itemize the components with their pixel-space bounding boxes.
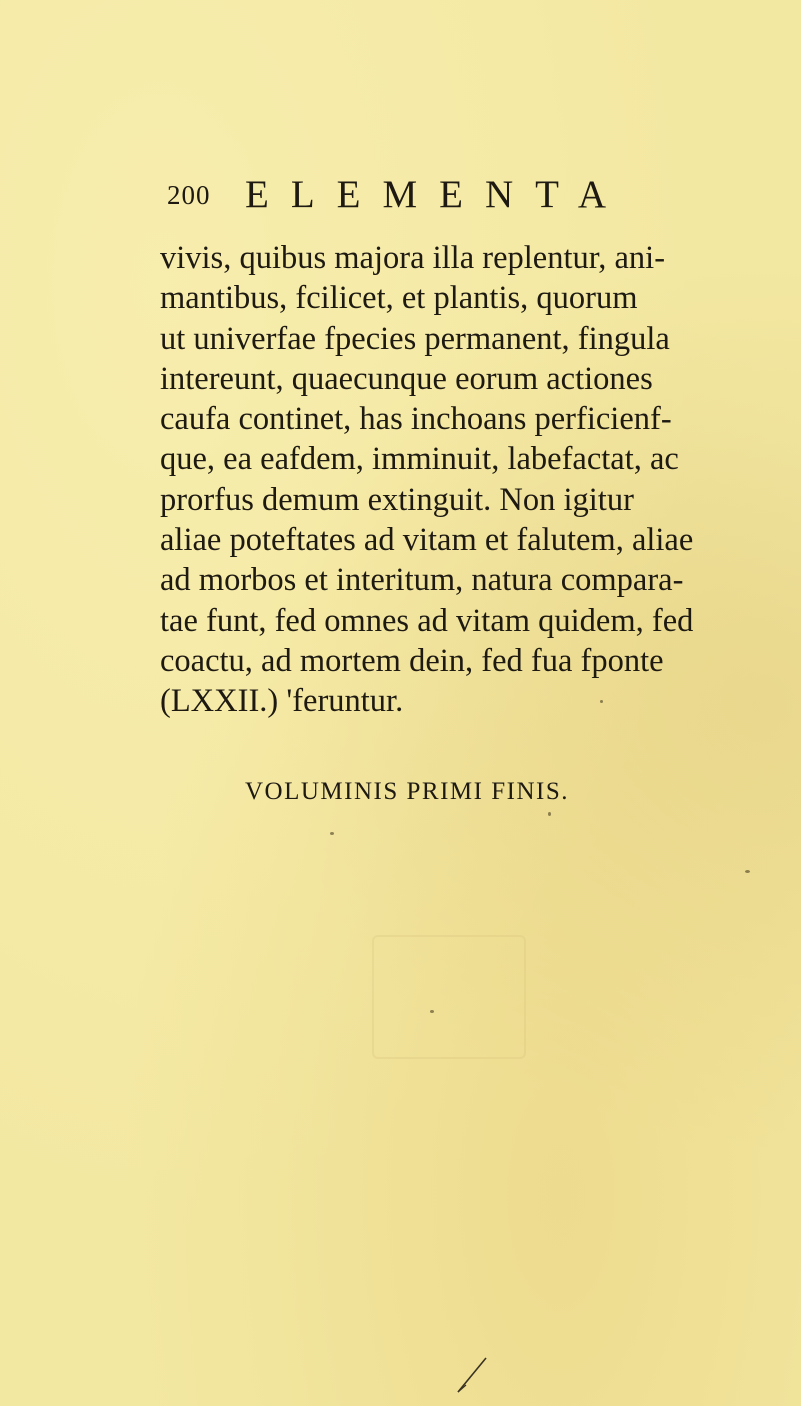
bleed-through-stamp bbox=[372, 935, 526, 1059]
text-line: que, ea eafdem, imminuit, labefactat, ac bbox=[160, 441, 679, 478]
ink-speck bbox=[548, 812, 551, 816]
page-number: 200 bbox=[167, 180, 211, 210]
text-line: tae funt, fed omnes ad vitam quidem, fed bbox=[160, 602, 694, 639]
text-line: aliae poteftates ad vitam et falutem, aliae bbox=[160, 522, 694, 559]
body-paragraph bbox=[160, 238, 740, 722]
text-line: vivis, quibus majora illa replentur, ani- bbox=[160, 240, 666, 276]
colophon: VOLUMINIS PRIMI FINIS. bbox=[245, 778, 569, 805]
running-head-title: ELEMENTA bbox=[245, 173, 628, 216]
text-line: prorfus demum extinguit. Non igitur bbox=[160, 481, 634, 518]
text-line: coactu, ad mortem dein, fed fua fponte bbox=[160, 642, 664, 679]
pencil-mark-icon bbox=[452, 1352, 492, 1396]
text-line: intereunt, quaecunque eorum actiones bbox=[160, 360, 653, 397]
ink-speck bbox=[600, 700, 603, 703]
text-line: ad morbos et interitum, natura compara- bbox=[160, 562, 684, 599]
text-line: caufa continet, has inchoans perficienf- bbox=[160, 401, 672, 438]
ink-speck bbox=[745, 870, 750, 873]
ink-speck bbox=[330, 832, 334, 835]
text-line: (LXXII.) 'feruntur. bbox=[160, 683, 404, 720]
ink-speck bbox=[430, 1010, 434, 1013]
text-line: mantibus, fcilicet, et plantis, quorum bbox=[160, 280, 638, 317]
text-line: ut univerfae fpecies permanent, fingula bbox=[160, 320, 670, 357]
running-head bbox=[167, 172, 687, 214]
